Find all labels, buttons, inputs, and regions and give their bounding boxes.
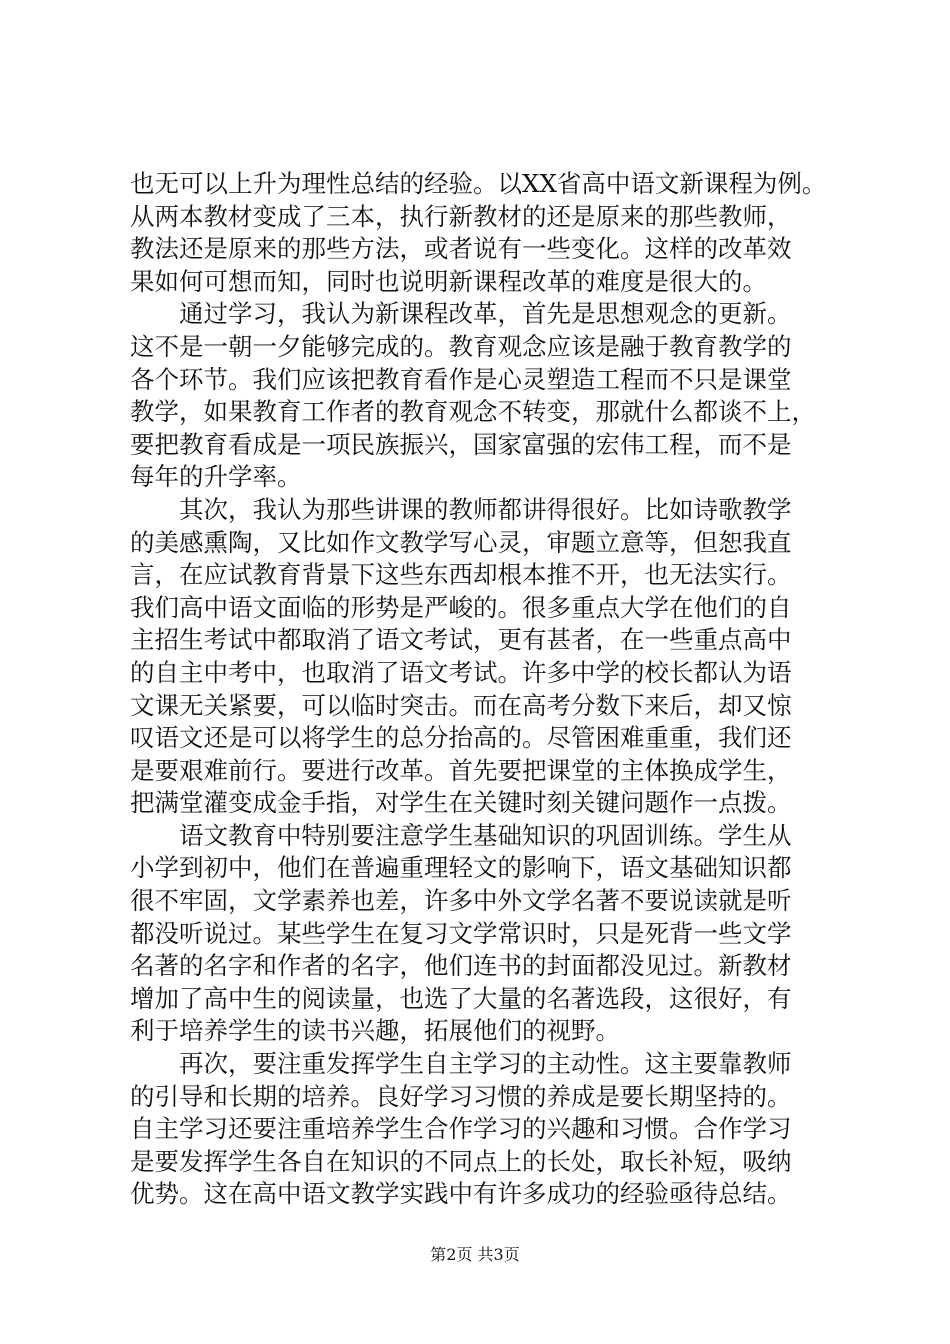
text-line: 自主学习还要注重培养学生合作学习的兴趣和习惯。合作学习: [130, 1114, 792, 1144]
text-line: 文课无关紧要，可以临时突击。而在高考分数下来后，却又惊: [130, 690, 792, 720]
page-number: 第2页 共3页: [430, 1245, 520, 1264]
text-line: 其次，我认为那些讲课的教师都讲得很好。比如诗歌教学: [130, 494, 792, 524]
text-line: 叹语文还是可以将学生的总分抬高的。尽管困难重重，我们还: [130, 723, 792, 753]
text-line: 的美感熏陶，又比如作文教学写心灵，审题立意等，但恕我直: [130, 527, 792, 557]
text-line: 要把教育看成是一项民族振兴，国家富强的宏伟工程，而不是: [130, 429, 792, 459]
text-line: 言，在应试教育背景下这些东西却根本推不开，也无法实行。: [130, 560, 792, 590]
text-line: 教学，如果教育工作者的教育观念不转变，那就什么都谈不上，: [130, 397, 816, 427]
text-line: 也无可以上升为理性总结的经验。以XX省高中语文新课程为例。: [130, 169, 827, 198]
text-line: 的自主中考中，也取消了语文考试。许多中学的校长都认为语: [130, 657, 792, 687]
body-text: [130, 168, 830, 1211]
text-line: 通过学习，我认为新课程改革，首先是思想观念的更新。: [130, 299, 792, 329]
page-footer: [0, 1245, 950, 1265]
text-line: 都没听说过。某些学生在复习文学常识时，只是死背一些文学: [130, 918, 792, 948]
text-line: 每年的升学率。: [130, 462, 302, 492]
text-line: 很不牢固，文学素养也差，许多中外文学名著不要说读就是听: [130, 886, 792, 916]
text-line: 再次，要注重发挥学生自主学习的主动性。这主要靠教师: [130, 1049, 792, 1079]
text-line: 果如何可想而知，同时也说明新课程改革的难度是很大的。: [130, 266, 767, 296]
text-line: 优势。这在高中语文教学实践中有许多成功的经验亟待总结。: [130, 1179, 792, 1209]
text-line: 名著的名字和作者的名字，他们连书的封面都没见过。新教材: [130, 951, 792, 981]
text-line: 的引导和长期的培养。良好学习习惯的养成是要长期坚持的。: [130, 1081, 792, 1111]
text-line: 小学到初中，他们在普遍重理轻文的影响下，语文基础知识都: [130, 853, 792, 883]
text-line: 增加了高中生的阅读量，也选了大量的名著选段，这很好，有: [130, 983, 792, 1013]
text-line: 各个环节。我们应该把教育看作是心灵塑造工程而不只是课堂: [130, 364, 792, 394]
text-line: 主招生考试中都取消了语文考试，更有甚者，在一些重点高中: [130, 625, 792, 655]
text-line: 我们高中语文面临的形势是严峻的。很多重点大学在他们的自: [130, 592, 792, 622]
text-line: 这不是一朝一夕能够完成的。教育观念应该是融于教育教学的: [130, 331, 792, 361]
text-line: 是要艰难前行。要进行改革。首先要把课堂的主体换成学生，: [130, 755, 792, 785]
text-line: 利于培养学生的读书兴趣，拓展他们的视野。: [130, 1016, 620, 1046]
text-line: 语文教育中特别要注意学生基础知识的巩固训练。学生从: [130, 820, 792, 850]
text-line: 从两本教材变成了三本，执行新教材的还是原来的那些教师，: [130, 201, 792, 231]
text-line: 把满堂灌变成金手指，对学生在关键时刻关键问题作一点拨。: [130, 788, 792, 818]
text-line: 是要发挥学生各自在知识的不同点上的长处，取长补短，吸纳: [130, 1146, 792, 1176]
text-line: 教法还是原来的那些方法，或者说有一些变化。这样的改革效: [130, 234, 792, 264]
